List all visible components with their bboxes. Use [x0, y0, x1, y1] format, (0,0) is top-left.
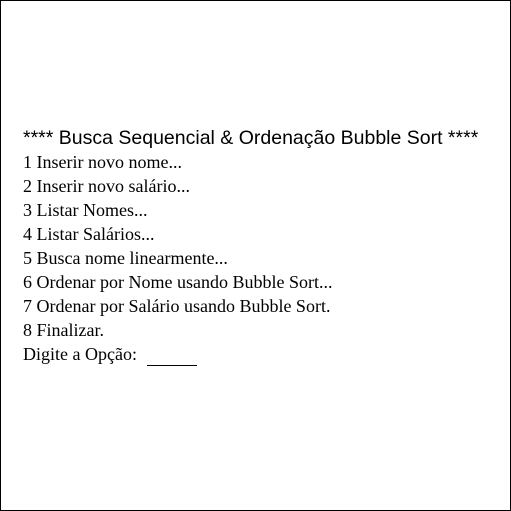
menu-option-finish: 8 Finalizar. [23, 320, 104, 340]
option-prompt [23, 342, 503, 366]
menu-title: **** Busca Sequencial & Ordenação Bubble Sort **** [23, 127, 479, 149]
option-prompt-label: Digite a Opção: [23, 344, 137, 364]
option-input[interactable] [147, 349, 197, 366]
menu-option-insert-salary: 2 Inserir novo salário... [23, 176, 190, 196]
menu-option-insert-name: 1 Inserir novo nome... [23, 152, 182, 172]
menu-option-list-names: 3 Listar Nomes... [23, 200, 148, 220]
menu-option-sort-by-name: 6 Ordenar por Nome usando Bubble Sort... [23, 272, 333, 292]
menu-option-linear-search: 5 Busca nome linearmente... [23, 248, 228, 268]
menu-options [23, 150, 503, 342]
main-menu [23, 126, 503, 366]
menu-option-list-salaries: 4 Listar Salários... [23, 224, 155, 244]
menu-option-sort-by-salary: 7 Ordenar por Salário usando Bubble Sort. [23, 296, 331, 316]
